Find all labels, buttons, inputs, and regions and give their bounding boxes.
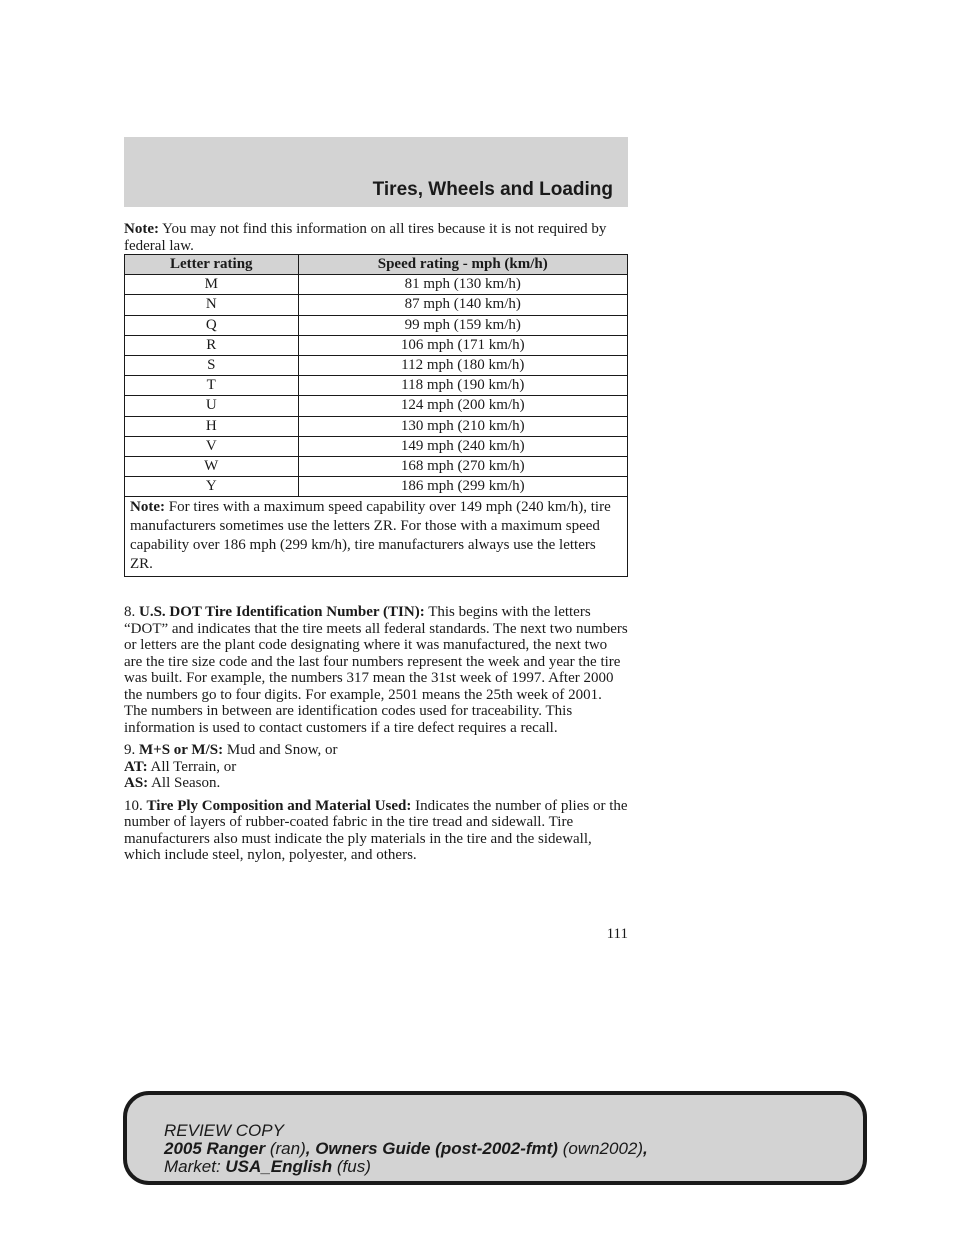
speed-cell: 99 mph (159 km/h) bbox=[298, 315, 627, 335]
item-10-number: 10. bbox=[124, 797, 147, 814]
speed-cell: 149 mph (240 km/h) bbox=[298, 436, 627, 456]
table-row bbox=[125, 396, 628, 416]
table-note-text: For tires with a maximum speed capability over 149 mph (240 km/h), tire manufacturers sometimes use the letters ZR. For those with a maximum speed capability over 186 mph (299 km/h), tire manufacturers always use the letters ZR. bbox=[130, 499, 611, 573]
note-paragraph bbox=[124, 221, 628, 254]
item-8-text: This begins with the letters “DOT” and indicates that the tire meets all federal standards. The next two numbers or letters are the plant code designating where it was manufactured, the next two are the tire size code and the last four numbers represent the week and year the tire was built. For example, the numbers 317 mean the 31st week of 1997. After 2000 the numbers go to four digits. For example, 2501 means the 25th week of 2001. The numbers in between are identification codes used for traceability. This information is used to contact customers if a tire defect requires a recall. bbox=[124, 604, 628, 736]
speed-cell: 124 mph (200 km/h) bbox=[298, 396, 627, 416]
speed-cell: 106 mph (171 km/h) bbox=[298, 335, 627, 355]
item-9-label-at: AT: bbox=[124, 758, 148, 775]
footer-separator: , bbox=[643, 1139, 648, 1158]
note-text: You may not find this information on all tires because it is not required by federal law. bbox=[124, 221, 607, 254]
table-note-label: Note: bbox=[130, 499, 165, 516]
item-9-text-ms: Mud and Snow, or bbox=[223, 742, 338, 759]
item-9-number: 9. bbox=[124, 742, 139, 759]
letter-cell: H bbox=[125, 416, 299, 436]
footer-text bbox=[164, 1122, 648, 1176]
item-10-title: Tire Ply Composition and Material Used: bbox=[146, 797, 412, 814]
speed-cell: 112 mph (180 km/h) bbox=[298, 355, 627, 375]
column-header-speed: Speed rating - mph (km/h) bbox=[298, 255, 627, 275]
section-header-band bbox=[124, 137, 628, 207]
speed-rating-table bbox=[124, 254, 628, 577]
table-row bbox=[125, 295, 628, 315]
table-row bbox=[125, 416, 628, 436]
footer-market-label: Market: bbox=[164, 1157, 226, 1176]
letter-cell: S bbox=[125, 355, 299, 375]
page-content bbox=[124, 221, 628, 864]
table-row bbox=[125, 335, 628, 355]
speed-cell: 118 mph (190 km/h) bbox=[298, 376, 627, 396]
table-row bbox=[125, 355, 628, 375]
item-10-paragraph bbox=[124, 798, 628, 864]
item-10-text: Indicates the number of plies or the number of layers of rubber-coated fabric in the tire tread and sidewall. Tire manufacturers also must indicate the ply materials in the tire and the sidewall, which include steel, nylon, polyester, and others. bbox=[124, 797, 628, 864]
item-8-paragraph bbox=[124, 604, 628, 736]
table-row bbox=[125, 275, 628, 295]
table-header-row bbox=[125, 255, 628, 275]
letter-cell: W bbox=[125, 456, 299, 476]
table-note-row bbox=[125, 497, 628, 577]
speed-cell: 168 mph (270 km/h) bbox=[298, 456, 627, 476]
item-8-number: 8. bbox=[124, 604, 139, 621]
page-number: 111 bbox=[606, 926, 628, 942]
table-row bbox=[125, 376, 628, 396]
letter-cell: M bbox=[125, 275, 299, 295]
item-9-label-as: AS: bbox=[124, 775, 149, 792]
speed-cell: 186 mph (299 km/h) bbox=[298, 477, 627, 497]
letter-cell: N bbox=[125, 295, 299, 315]
column-header-letter: Letter rating bbox=[125, 255, 299, 275]
speed-cell: 81 mph (130 km/h) bbox=[298, 275, 627, 295]
table-row bbox=[125, 477, 628, 497]
item-9-label-ms: M+S or M/S: bbox=[139, 742, 224, 759]
item-9-text-at: All Terrain, or bbox=[147, 758, 237, 775]
letter-cell: R bbox=[125, 335, 299, 355]
footer-model: 2005 Ranger bbox=[164, 1139, 266, 1158]
table-row bbox=[125, 456, 628, 476]
footer-guide: Owners Guide (post-2002-fmt) bbox=[315, 1139, 558, 1158]
footer-market: USA_English bbox=[225, 1157, 333, 1176]
review-copy-footer bbox=[123, 1091, 867, 1185]
footer-model-line bbox=[164, 1140, 648, 1158]
letter-cell: Q bbox=[125, 315, 299, 335]
speed-cell: 87 mph (140 km/h) bbox=[298, 295, 627, 315]
footer-separator: , bbox=[305, 1139, 316, 1158]
footer-market-code: (fus) bbox=[332, 1157, 371, 1176]
letter-cell: U bbox=[125, 396, 299, 416]
table-row bbox=[125, 436, 628, 456]
footer-market-line bbox=[164, 1158, 648, 1176]
letter-cell: T bbox=[125, 376, 299, 396]
speed-cell: 130 mph (210 km/h) bbox=[298, 416, 627, 436]
letter-cell: V bbox=[125, 436, 299, 456]
note-label: Note: bbox=[124, 221, 159, 237]
item-9-paragraph bbox=[124, 742, 628, 792]
footer-guide-code: (own2002) bbox=[557, 1139, 644, 1158]
table-row bbox=[125, 315, 628, 335]
footer-model-code: (ran) bbox=[265, 1139, 306, 1158]
footer-review-copy: REVIEW COPY bbox=[164, 1121, 284, 1140]
item-8-title: U.S. DOT Tire Identification Number (TIN): bbox=[139, 604, 425, 621]
letter-cell: Y bbox=[125, 477, 299, 497]
table-note-cell bbox=[125, 497, 628, 577]
item-9-text-as: All Season. bbox=[148, 775, 221, 792]
section-title: Tires, Wheels and Loading bbox=[372, 179, 613, 200]
